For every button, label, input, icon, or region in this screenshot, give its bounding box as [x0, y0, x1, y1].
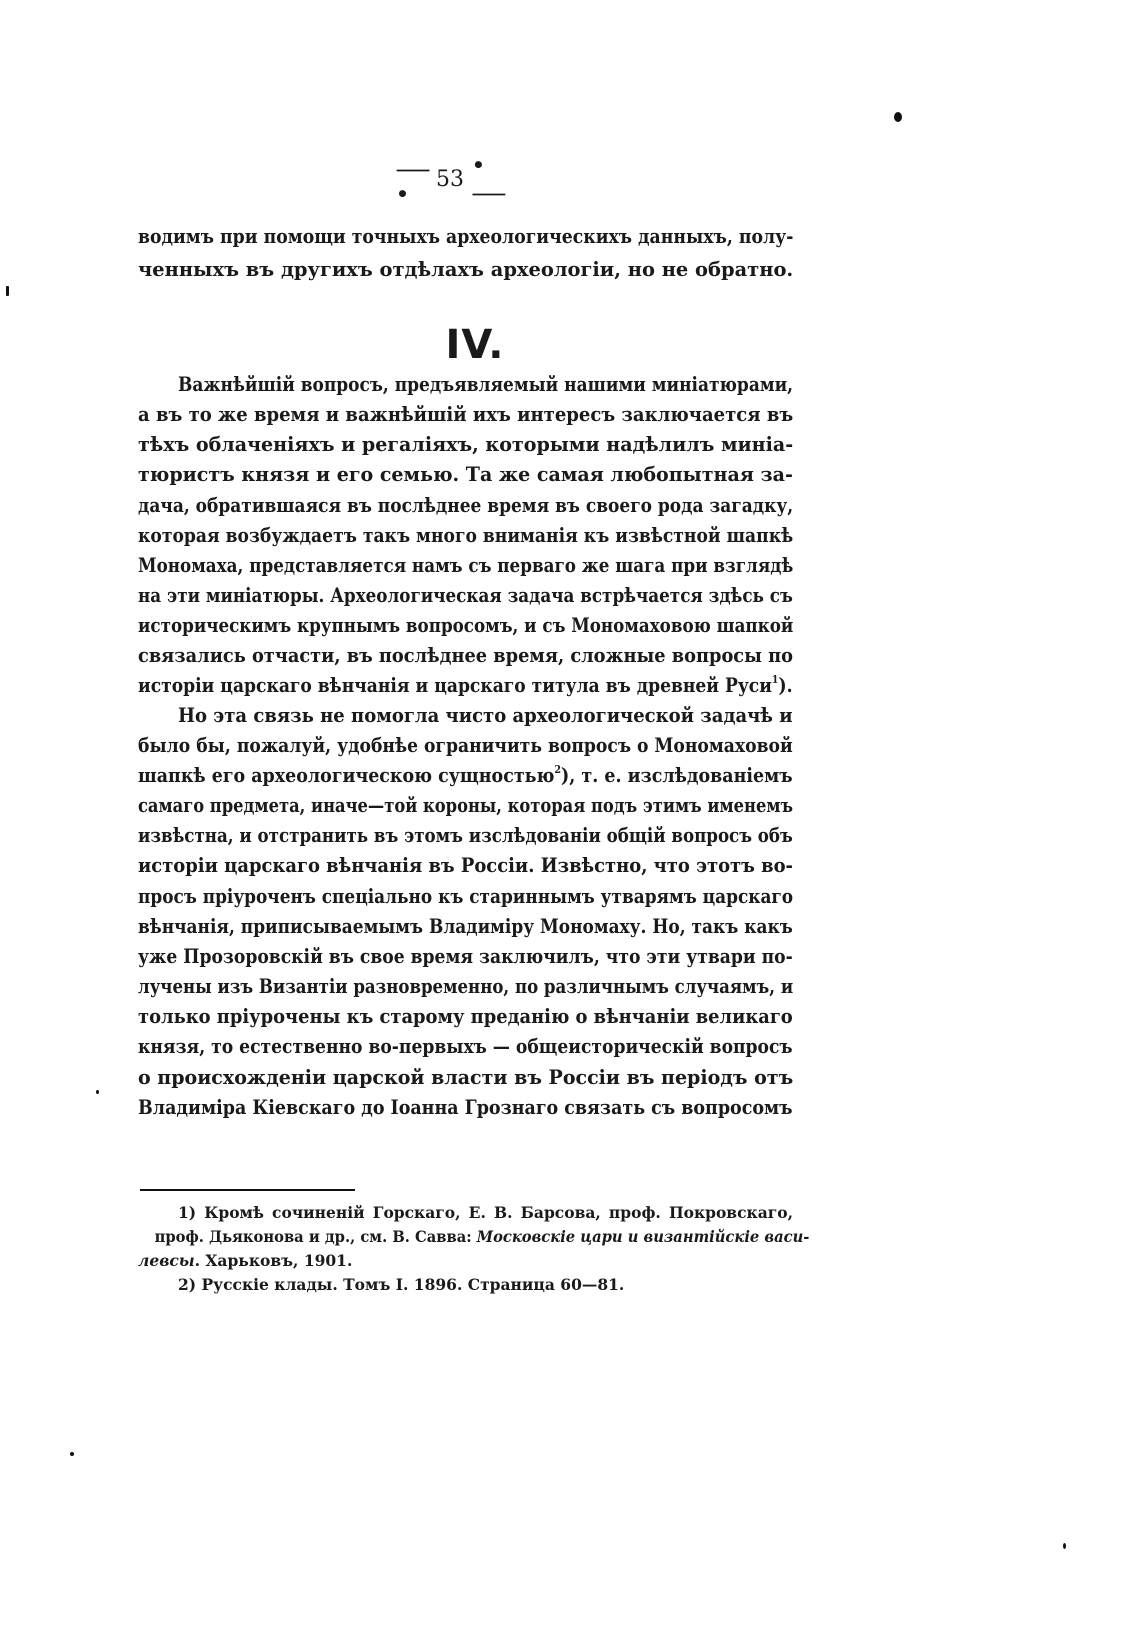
footnote-line: 2) Русскіе клады. Томъ I. 1896. Страница 60—81. — [178, 1275, 625, 1294]
text-span: ). — [778, 673, 793, 697]
text-line: которая возбуждаетъ такъ много вниманія къ извѣстной шапкѣ — [138, 523, 794, 547]
text-line: князя, то естественно во-первыхъ — общеисторическій вопросъ — [138, 1034, 793, 1058]
text-line: было бы, пожалуй, удобнѣе ограничить вопросъ о Мономаховой — [138, 733, 793, 757]
ornament-left: ⸺• — [396, 156, 429, 206]
text-line: о происхожденіи царской власти въ Россіи въ періодъ отъ — [138, 1065, 794, 1089]
footnote-line: 1) Кромѣ сочиненій Горскаго, Е. В. Барсова, проф. Покровскаго, — [178, 1203, 793, 1222]
text-line: уже Прозоровскій въ свое время заключилъ, что эти утвари по- — [138, 944, 793, 968]
ornament-right: •⸺ — [472, 152, 504, 205]
book-title: левсы — [138, 1251, 195, 1270]
text-line: Владиміра Кіевскаго до Іоанна Грознаго связать съ вопросомъ — [138, 1095, 793, 1119]
text-line: вѣнчанія, приписываемымъ Владиміру Мономаху. Но, такъ какъ — [138, 914, 793, 938]
text-line: водимъ при помощи точныхъ археологическихъ данныхъ, полу- — [138, 224, 794, 248]
footnote-mark[interactable]: 1 — [771, 673, 779, 686]
footnote-rule — [140, 1189, 355, 1191]
text-line: лучены изъ Византіи разновременно, по различнымъ случаямъ, и — [138, 974, 794, 998]
text-line: тѣхъ облаченіяхъ и регаліяхъ, которыми надѣлилъ миніа- — [138, 432, 794, 456]
text-line: ченныхъ въ другихъ отдѣлахъ археологіи, но не обратно. — [138, 257, 794, 281]
scan-speck — [1063, 1543, 1066, 1549]
text-line: Важнѣйшій вопросъ, предъявляемый нашими миніатюрами, — [178, 372, 794, 396]
text-line: исторіи царскаго вѣнчанія въ Россіи. Извѣстно, что этотъ во- — [138, 853, 793, 877]
text-line: дача, обратившаяся въ послѣднее время въ своего рода загадку, — [138, 493, 794, 517]
text-line: Мономаха, представляется намъ съ перваго же шага при взглядѣ — [138, 553, 794, 577]
text-line: просъ пріуроченъ спеціально къ стариннымъ утварямъ царскаго — [138, 884, 794, 908]
text-line: извѣстна, и отстранить въ этомъ изслѣдованіи общій вопросъ объ — [138, 823, 793, 847]
scan-speck — [894, 112, 902, 122]
scan-speck — [96, 1090, 99, 1094]
text-span: проф. Дьяконова и др., см. В. Савва: — [154, 1227, 477, 1246]
text-span: исторіи царскаго вѣнчанія и царскаго титула въ древней Руси — [138, 673, 772, 697]
book-title: Московскіе цари и византійскіе васи- — [476, 1227, 810, 1246]
scan-speck — [70, 1452, 74, 1456]
footnote-line — [138, 1249, 793, 1273]
section-heading: IV. — [445, 322, 505, 368]
footnote-mark[interactable]: 2 — [554, 763, 562, 776]
scan-speck — [6, 286, 9, 296]
text-line: историческимъ крупнымъ вопросомъ, и съ Мономаховою шапкой — [138, 613, 794, 637]
text-span: . Харьковъ, 1901. — [194, 1251, 353, 1270]
text-line — [138, 761, 793, 790]
text-line: Но эта связь не помогла чисто археологической задачѣ и — [178, 703, 793, 727]
text-line: только пріурочены къ старому преданію о вѣнчаніи великаго — [138, 1004, 793, 1028]
page-number: 53 — [436, 166, 465, 192]
text-span: ), т. е. изслѣдованіемъ — [561, 763, 793, 787]
text-line — [138, 671, 793, 700]
text-line: на эти миніатюры. Археологическая задача встрѣчается здѣсь съ — [138, 583, 793, 607]
footnote-line — [154, 1225, 810, 1249]
text-line: а въ то же время и важнѣйшій ихъ интересъ заключается въ — [138, 402, 794, 426]
text-line: тюристъ князя и его семью. Та же самая любопытная за- — [138, 462, 793, 486]
text-span: шапкѣ его археологическою сущностью — [138, 763, 555, 787]
page-header — [396, 152, 504, 206]
text-line: связались отчасти, въ послѣднее время, сложные вопросы по — [138, 643, 793, 667]
text-line: самаго предмета, иначе—той короны, которая подъ этимъ именемъ — [138, 793, 794, 817]
